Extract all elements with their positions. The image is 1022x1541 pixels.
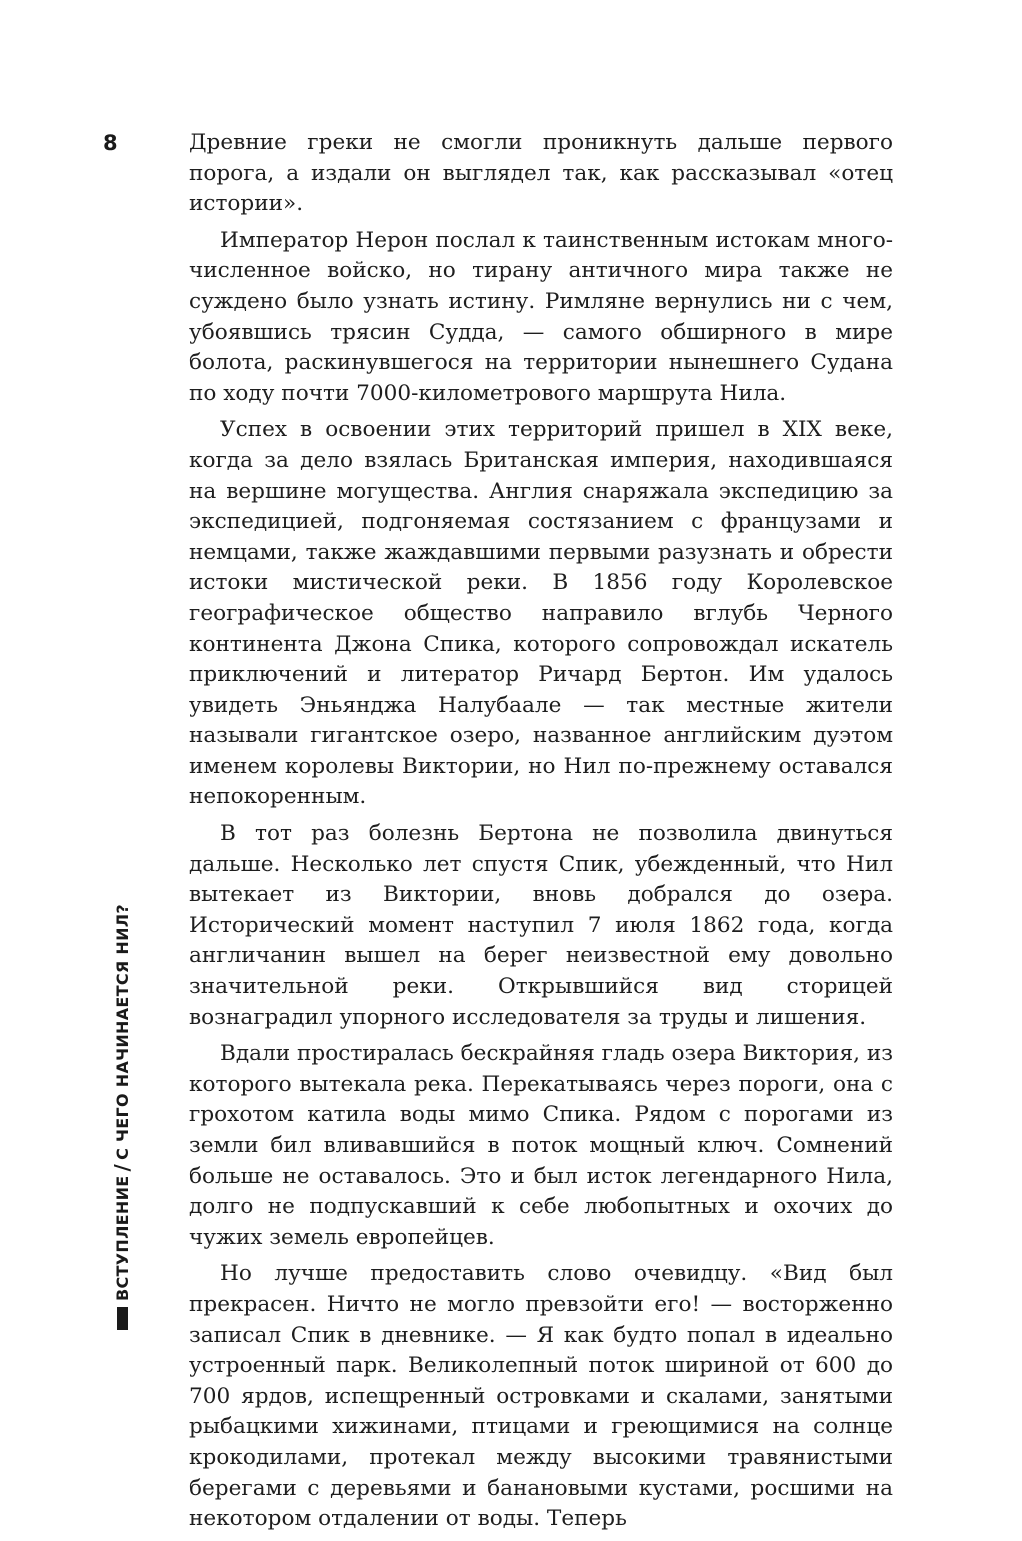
- running-head-section: ВСТУПЛЕНИЕ: [112, 1175, 132, 1301]
- running-head-bar: [117, 1307, 128, 1330]
- running-head-separator: /: [110, 1163, 134, 1172]
- running-head-chapter: С ЧЕГО НАЧИНАЕТСЯ НИЛ?: [112, 904, 132, 1160]
- running-head: [102, 904, 142, 1330]
- page-number: 8: [103, 131, 118, 155]
- body-text: [189, 128, 893, 1541]
- paragraph-4: В тот раз болезнь Бертона не позволила двинуться дальше. Несколько лет спустя Спик, убежденный, что Нил вытекает из Виктории, вновь добрался до озера. Исторический момент наступил 7 июля 1862 года, когда англичанин вышел на берег неизвестной ему довольно значительной реки. Открывшийся вид сторицей вознаградил упорного исследователя за труды и лишения.: [189, 821, 893, 1030]
- paragraph-5: Вдали простиралась бескрайняя гладь озера Виктория, из которого вытекала река. Перекатываясь через пороги, она с грохотом катила воды мимо Спика. Рядом с порогами из земли бил вливавшийся в поток мощный ключ. Сомнений больше не оставалось. Это и был исток легендарного Нила, долго не подпускавший к себе любопытных и охочих до чужих земель европейцев.: [189, 1041, 894, 1250]
- paragraph-2: Император Нерон послал к таинственным истокам многочисленное войско, но тирану античного мира также не суждено было узнать истину. Римляне вернулись ни с чем, убоявшись трясин Судда, — самого обширного в мире болота, раскинувшегося на территории нынешнего Судана по ходу почти 7000-километрового маршрута Нила.: [189, 227, 893, 406]
- paragraph-6: Но лучше предоставить слово очевидцу. «Вид был прекрасен. Ничто не могло превзойти его! — восторженно записал Спик в дневнике. — Я как будто попал в идеально устроенный парк. Великолепный поток шириной от 600 до 700 ярдов, испещренный островками и скалами, занятыми рыбацкими хижинами, птицами и греющимися на солнце крокодилами, протекал между высокими травянистыми берегами с деревьями и банановыми кустами, росшими на некотором отдалении от воды. Теперь: [189, 1261, 893, 1532]
- paragraph-3: Успех в освоении этих территорий пришел в XIX веке, когда за дело взялась Британская империя, находившаяся на вершине могущества. Англия снаряжала экспедицию за экспедицией, подгоняемая состязанием с французами и немцами, также жаждавшими первыми разузнать и обрести истоки мистической реки. В 1856 году Королевское географическое общество направило вглубь Черного континента Джона Спика, которого сопровождал искатель приключений и литератор Ричард Бертон. Им удалось увидеть Эньянджа Налубаале — так местные жители называли гигантское озеро, названное английским дуэтом именем королевы Виктории, но Нил по-прежнему оставался непокоренным.: [189, 417, 893, 810]
- paragraph-1: Древние греки не смогли проникнуть дальше первого порога, а издали он выглядел так, как рассказывал «отец истории».: [189, 130, 893, 217]
